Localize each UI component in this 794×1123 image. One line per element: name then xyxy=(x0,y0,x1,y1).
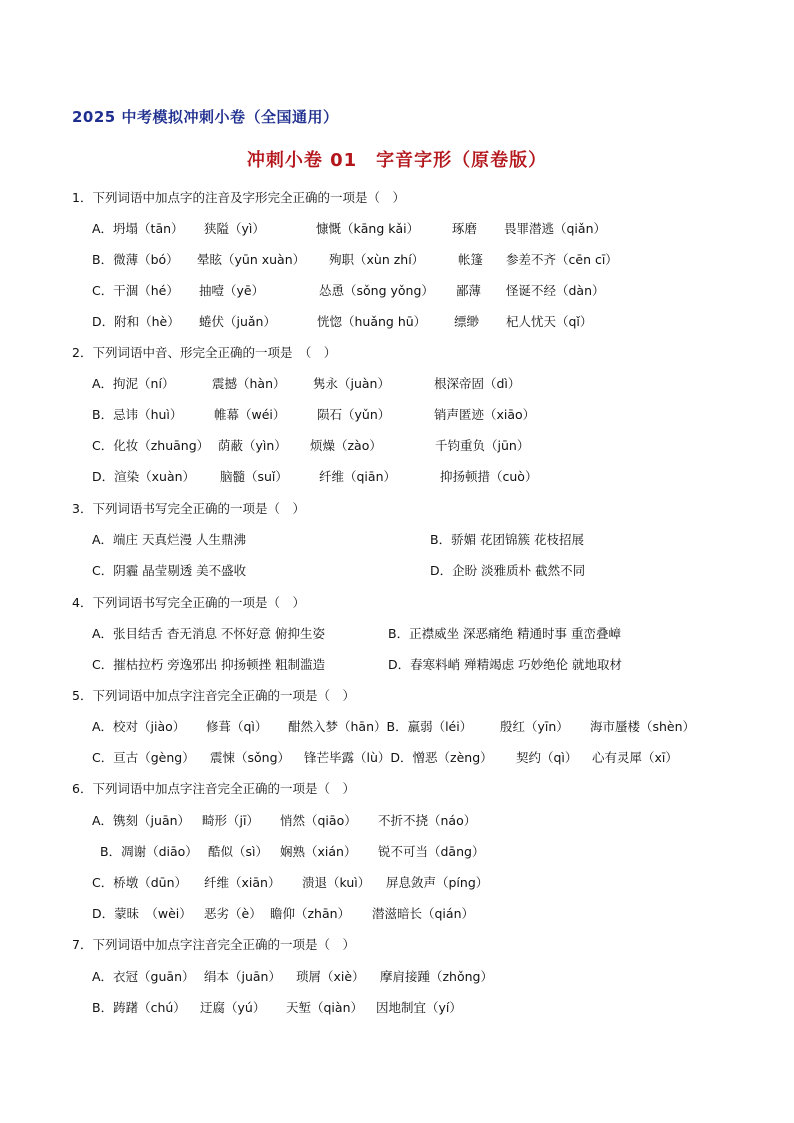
q6-option-b xyxy=(100,842,484,860)
option-item: 殉职（xùn zhí） xyxy=(329,252,425,267)
option-item: D．渲染（xuàn） xyxy=(92,469,196,484)
option-item: 迂腐（yú） xyxy=(200,1000,266,1015)
option-item: C．桥墩（dūn） xyxy=(92,875,188,890)
option-item: 海市蜃楼（shèn） xyxy=(590,719,696,734)
q6-option-a xyxy=(92,811,476,829)
q1-option-c xyxy=(92,281,605,299)
option-item: 慷慨（kāng kǎi） xyxy=(316,221,420,236)
q4-option-c: C．摧枯拉朽 旁逸邪出 抑扬顿挫 粗制滥造 xyxy=(92,657,326,672)
option-item: D．蒙昧 （wèi） xyxy=(92,906,192,921)
option-item: 心有灵犀（xī） xyxy=(592,750,678,765)
question-2: 2．下列词语中音、形完全正确的一项是 （ ） xyxy=(72,345,337,360)
option-item: 千钧重负（jūn） xyxy=(435,438,530,453)
option-item: 畏罪潜逃（qiǎn） xyxy=(504,221,606,236)
q4-option-a: A．张目结舌 杳无消息 不怀好意 俯抑生姿 xyxy=(92,626,325,641)
option-item: A．镌刻（juān） xyxy=(92,813,191,828)
option-item: 绢本（juān） xyxy=(204,969,281,984)
q7-option-a xyxy=(92,967,493,985)
option-item: 参差不齐（cēn cī） xyxy=(506,252,618,267)
q2-option-b xyxy=(92,405,535,423)
option-item: 抽噎（yē） xyxy=(199,283,265,298)
q5-option-cd xyxy=(92,748,678,766)
option-item: C．亘古（gèng） xyxy=(92,750,195,765)
series-heading: 2025 中考模拟冲刺小卷（全国通用） xyxy=(72,108,339,126)
page-title: 冲刺小卷 01 字音字形（原卷版） xyxy=(246,150,548,171)
option-item: 溃退（kuì） xyxy=(302,875,371,890)
option-item: 荫蔽（yìn） xyxy=(218,438,287,453)
option-item: 根深帝固（dì） xyxy=(434,376,521,391)
option-item: 晕眩（yūn xuàn） xyxy=(197,252,306,267)
option-item: 潜滋暗长（qián） xyxy=(372,906,474,921)
option-item: 隽永（juàn） xyxy=(313,376,390,391)
option-item: 纤维（xiān） xyxy=(204,875,281,890)
option-item: 酣然入梦（hān）B．羸弱（léi） xyxy=(288,719,473,734)
option-item: 销声匿迹（xiāo） xyxy=(434,407,536,422)
option-item: 契约（qì） xyxy=(516,750,578,765)
question-7: 7．下列词语中加点字注音完全正确的一项是（ ） xyxy=(72,937,355,952)
option-item: 帐篷 xyxy=(458,252,484,267)
q4-option-b: B．正襟威坐 深恶痛绝 精通时事 重峦叠嶂 xyxy=(388,626,621,641)
option-item: 瞻仰（zhān） xyxy=(270,906,351,921)
q6-option-d xyxy=(92,904,474,922)
option-item: 抑扬顿措（cuò） xyxy=(440,469,538,484)
q3-option-a: A．端庄 天真烂漫 人生鼎沸 xyxy=(92,532,246,547)
option-item: 怂恿（sǒng yǒng） xyxy=(319,283,434,298)
option-item: 殷红（yīn） xyxy=(500,719,569,734)
q5-option-ab xyxy=(92,717,695,735)
q1-option-b xyxy=(92,250,618,268)
q2-option-a xyxy=(92,374,520,392)
q3-option-c: C．阴霾 晶莹剔透 美不盛收 xyxy=(92,563,247,578)
option-item: 摩肩接踵（zhǒng） xyxy=(380,969,493,984)
q2-option-c xyxy=(92,436,529,454)
option-item: 天堑（qiàn） xyxy=(286,1000,363,1015)
q4-option-d: D．春寒料峭 殚精竭虑 巧妙绝伦 就地取材 xyxy=(388,657,623,672)
option-item: A．拘泥（ní） xyxy=(92,376,175,391)
option-item: 纤维（qiān） xyxy=(319,469,396,484)
option-item: A．坍塌（tān） xyxy=(92,221,184,236)
option-item: 陨石（yǔn） xyxy=(317,407,391,422)
option-item: 畸形（jī） xyxy=(202,813,259,828)
option-item: 震撼（hàn） xyxy=(212,376,286,391)
option-item: 怪诞不经（dàn） xyxy=(506,283,605,298)
option-item: 缥缈 xyxy=(454,314,480,329)
q1-option-d xyxy=(92,312,592,330)
question-1: 1．下列词语中加点字的注音及字形完全正确的一项是（ ） xyxy=(72,190,405,205)
q6-option-c xyxy=(92,873,488,891)
option-item: 琢磨 xyxy=(452,221,478,236)
option-item: B．踌躇（chú） xyxy=(92,1000,186,1015)
option-item: A．衣冠（guān） xyxy=(92,969,195,984)
q7-option-b xyxy=(92,998,462,1016)
option-item: 因地制宜（yí） xyxy=(376,1000,462,1015)
option-item: 恍惚（huǎng hū） xyxy=(317,314,427,329)
option-item: 悄然（qiāo） xyxy=(280,813,357,828)
option-item: B．微薄（bó） xyxy=(92,252,179,267)
option-item: D．附和（hè） xyxy=(92,314,180,329)
option-item: B．凋谢（diāo） xyxy=(100,844,198,859)
q2-option-d xyxy=(92,467,537,485)
option-item: 烦燥（zào） xyxy=(310,438,382,453)
option-item: C．干涸（hé） xyxy=(92,283,179,298)
option-item: 琐屑（xiè） xyxy=(296,969,365,984)
option-item: 帷幕（wéi） xyxy=(214,407,286,422)
q3-option-d: D．企盼 淡雅质朴 截然不同 xyxy=(430,563,586,578)
question-6: 6．下列词语中加点字注音完全正确的一项是（ ） xyxy=(72,781,355,796)
option-item: 锋芒毕露（lù）D．憎恶（zèng） xyxy=(304,750,493,765)
question-5: 5．下列词语中加点字注音完全正确的一项是（ ） xyxy=(72,688,355,703)
option-item: 蜷伏（juǎn） xyxy=(199,314,276,329)
option-item: 修葺（qì） xyxy=(206,719,268,734)
option-item: 酷似（sì） xyxy=(208,844,268,859)
option-item: 鄙薄 xyxy=(456,283,482,298)
option-item: B．忌讳（huì） xyxy=(92,407,183,422)
option-item: 屏息敛声（píng） xyxy=(386,875,489,890)
q3-option-b: B．骄媚 花团锦簇 花枝招展 xyxy=(430,532,585,547)
option-item: 恶劣（è） xyxy=(204,906,262,921)
option-item: 震悚（sǒng） xyxy=(210,750,291,765)
question-3: 3．下列词语书写完全正确的一项是（ ） xyxy=(72,501,305,516)
option-item: 脑髓（suǐ） xyxy=(220,469,288,484)
option-item: C．化妆（zhuāng） xyxy=(92,438,210,453)
option-item: 不折不挠（náo） xyxy=(378,813,477,828)
option-item: 杞人忧天（qǐ） xyxy=(506,314,593,329)
option-item: A．校对（jiào） xyxy=(92,719,186,734)
option-item: 狭隘（yì） xyxy=(204,221,265,236)
option-item: 娴熟（xián） xyxy=(280,844,357,859)
question-4: 4．下列词语书写完全正确的一项是（ ） xyxy=(72,595,305,610)
option-item: 锐不可当（dāng） xyxy=(378,844,485,859)
q1-option-a xyxy=(92,219,606,237)
